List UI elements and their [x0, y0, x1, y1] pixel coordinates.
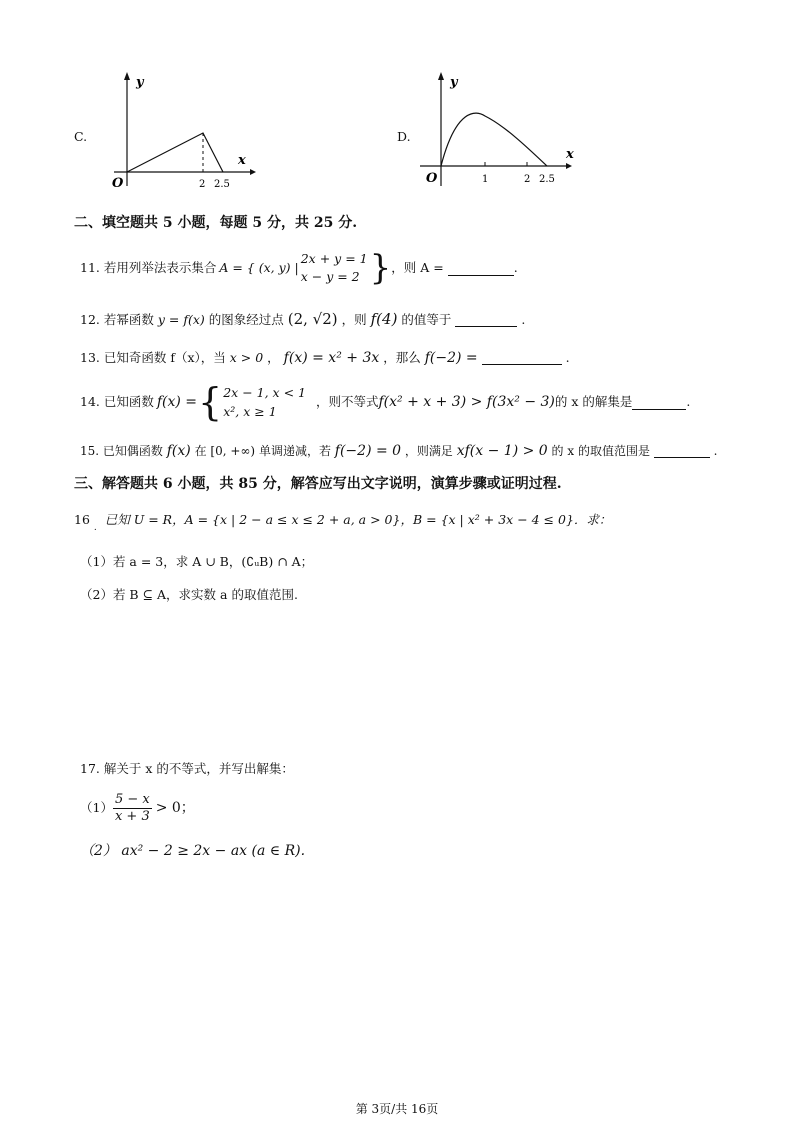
graph-c-curve	[127, 133, 223, 172]
q17-p1-label: （1）	[80, 800, 113, 815]
question-13	[80, 349, 570, 367]
q14-answer-blank[interactable]	[632, 395, 686, 410]
q14-ineq: f(x² + x + 3) > f(3x² − 3)	[378, 394, 555, 410]
q13-answer-blank[interactable]	[482, 350, 562, 365]
graph-d-y-arrow	[438, 72, 444, 80]
q15-suffix: 的 x 的取值范围是	[551, 444, 650, 458]
graph-d-tick-2-5: 2.5	[539, 174, 555, 185]
q11-answer-blank[interactable]	[448, 261, 514, 276]
graph-c-tick-2: 2	[199, 179, 206, 190]
graph-d-y-label: y	[450, 75, 458, 90]
page-footer: 第 3页/共 16页	[355, 1102, 439, 1116]
question-11	[80, 248, 518, 288]
q15-answer-blank[interactable]	[654, 443, 710, 458]
q13-prefix: 13. 已知奇函数 f（x），当	[80, 350, 226, 365]
q16-dot: .	[93, 523, 97, 533]
q11-close-brace: }	[369, 248, 392, 288]
q14-suffix: 的 x 的解集是	[554, 394, 633, 409]
graph-d-x-arrow	[566, 163, 572, 169]
q12-mid2: ，则	[341, 312, 367, 327]
graph-c-y-label: y	[136, 75, 144, 90]
q16-line: 已知 U = R，A = {x | 2 − a ≤ x ≤ 2 + a, a > 0}，B = {x | x² + 3x − 4 ≤ 0}．求：	[104, 512, 612, 527]
q11-eq1: 2x + y = 1	[300, 251, 368, 266]
graph-c	[100, 68, 260, 194]
q12-suffix: 的值等于	[401, 312, 452, 327]
q11-set-lhs: A = { (x, y) |	[219, 260, 299, 275]
q14-cases	[223, 383, 306, 421]
q12-mid: 的图象经过点	[208, 312, 284, 327]
q11-eq2: x − y = 2	[300, 269, 360, 284]
graph-d-tick-2: 2	[524, 174, 531, 185]
option-d-label: D.	[397, 129, 411, 144]
q11-suffix: ，则 A =	[391, 260, 444, 275]
q15-prefix: 15. 已知偶函数	[80, 444, 163, 458]
q14-case2: x², x ≥ 1	[223, 404, 277, 419]
graph-d-x-label: x	[566, 147, 574, 162]
question-16	[74, 511, 611, 537]
option-c-label: C.	[74, 129, 88, 144]
q11-end: .	[513, 260, 518, 275]
q13-cond: x > 0	[229, 350, 264, 365]
q17-p1-fraction	[113, 792, 152, 825]
q15-func: f(x)	[166, 443, 191, 459]
graph-d-curve	[441, 113, 547, 166]
q16-part-2: （2）若 B ⊆ A，求实数 a 的取值范围.	[80, 587, 298, 602]
q14-end: .	[686, 394, 691, 409]
q14-func: f(x) =	[156, 394, 198, 410]
question-14	[80, 380, 690, 424]
q12-func: y = f(x)	[157, 312, 205, 327]
q14-open-brace: {	[198, 380, 223, 424]
graph-c-x-label: x	[238, 153, 246, 168]
question-12	[80, 310, 525, 329]
graph-c-tick-2-5: 2.5	[214, 179, 230, 190]
q16-part-1: （1）若 a = 3，求 A ∪ B，(∁ᵤB) ∩ A；	[80, 554, 314, 569]
q15-mid2: 单调递减，若	[258, 444, 331, 458]
q12-answer-blank[interactable]	[455, 312, 517, 327]
q15-end: .	[713, 444, 718, 458]
q14-mid: ，则不等式	[315, 394, 379, 409]
q17-p1-tail: > 0；	[155, 800, 195, 816]
q14-case1: 2x − 1, x < 1	[223, 385, 306, 400]
q13-end: .	[565, 350, 570, 365]
q14-prefix: 14. 已知函数	[80, 394, 154, 409]
q16-num: 16	[74, 512, 90, 527]
q11-prefix: 11. 若用列举法表示集合	[80, 260, 217, 275]
q12-end: .	[521, 312, 526, 327]
q17-p1-numerator: 5 − x	[114, 791, 150, 807]
q15-interval: [0, +∞)	[210, 444, 256, 458]
graph-c-origin: O	[112, 176, 124, 191]
q11-system	[301, 250, 368, 286]
q12-point: (2, √2)	[287, 310, 338, 328]
graph-d-tick-1: 1	[482, 174, 489, 185]
q17-part-2: （2） ax² − 2 ≥ 2x − ax (a ∈ R).	[80, 843, 306, 859]
q15-mid: 在	[194, 444, 207, 458]
graph-c-y-arrow	[124, 72, 130, 80]
q17-p1-denominator: x + 3	[114, 808, 150, 824]
q13-expr: f(−2) =	[424, 350, 478, 366]
section-3-heading: 三、解答题共 6 小题，共 85 分，解答应写出文字说明，演算步骤或证明过程.	[74, 476, 562, 492]
graph-d-origin: O	[426, 171, 438, 186]
q13-mid: ，	[267, 350, 280, 365]
q15-cond: f(−2) = 0	[334, 443, 402, 459]
section-2-heading: 二、填空题共 5 小题，每题 5 分，共 25 分.	[74, 215, 358, 231]
q15-mid3: ，则满足	[404, 444, 453, 458]
graph-d	[420, 68, 590, 194]
q12-prefix: 12. 若幂函数	[80, 312, 154, 327]
graph-c-x-arrow	[250, 169, 256, 175]
q12-expr: f(4)	[370, 310, 398, 328]
question-15	[80, 442, 717, 460]
q17-part-1	[80, 790, 195, 826]
q13-mid2: ，那么	[383, 350, 421, 365]
q13-def: f(x) = x² + 3x	[283, 350, 380, 366]
q15-ineq: xf(x − 1) > 0	[456, 443, 548, 459]
question-17: 17. 解关于 x 的不等式，并写出解集：	[80, 761, 294, 776]
